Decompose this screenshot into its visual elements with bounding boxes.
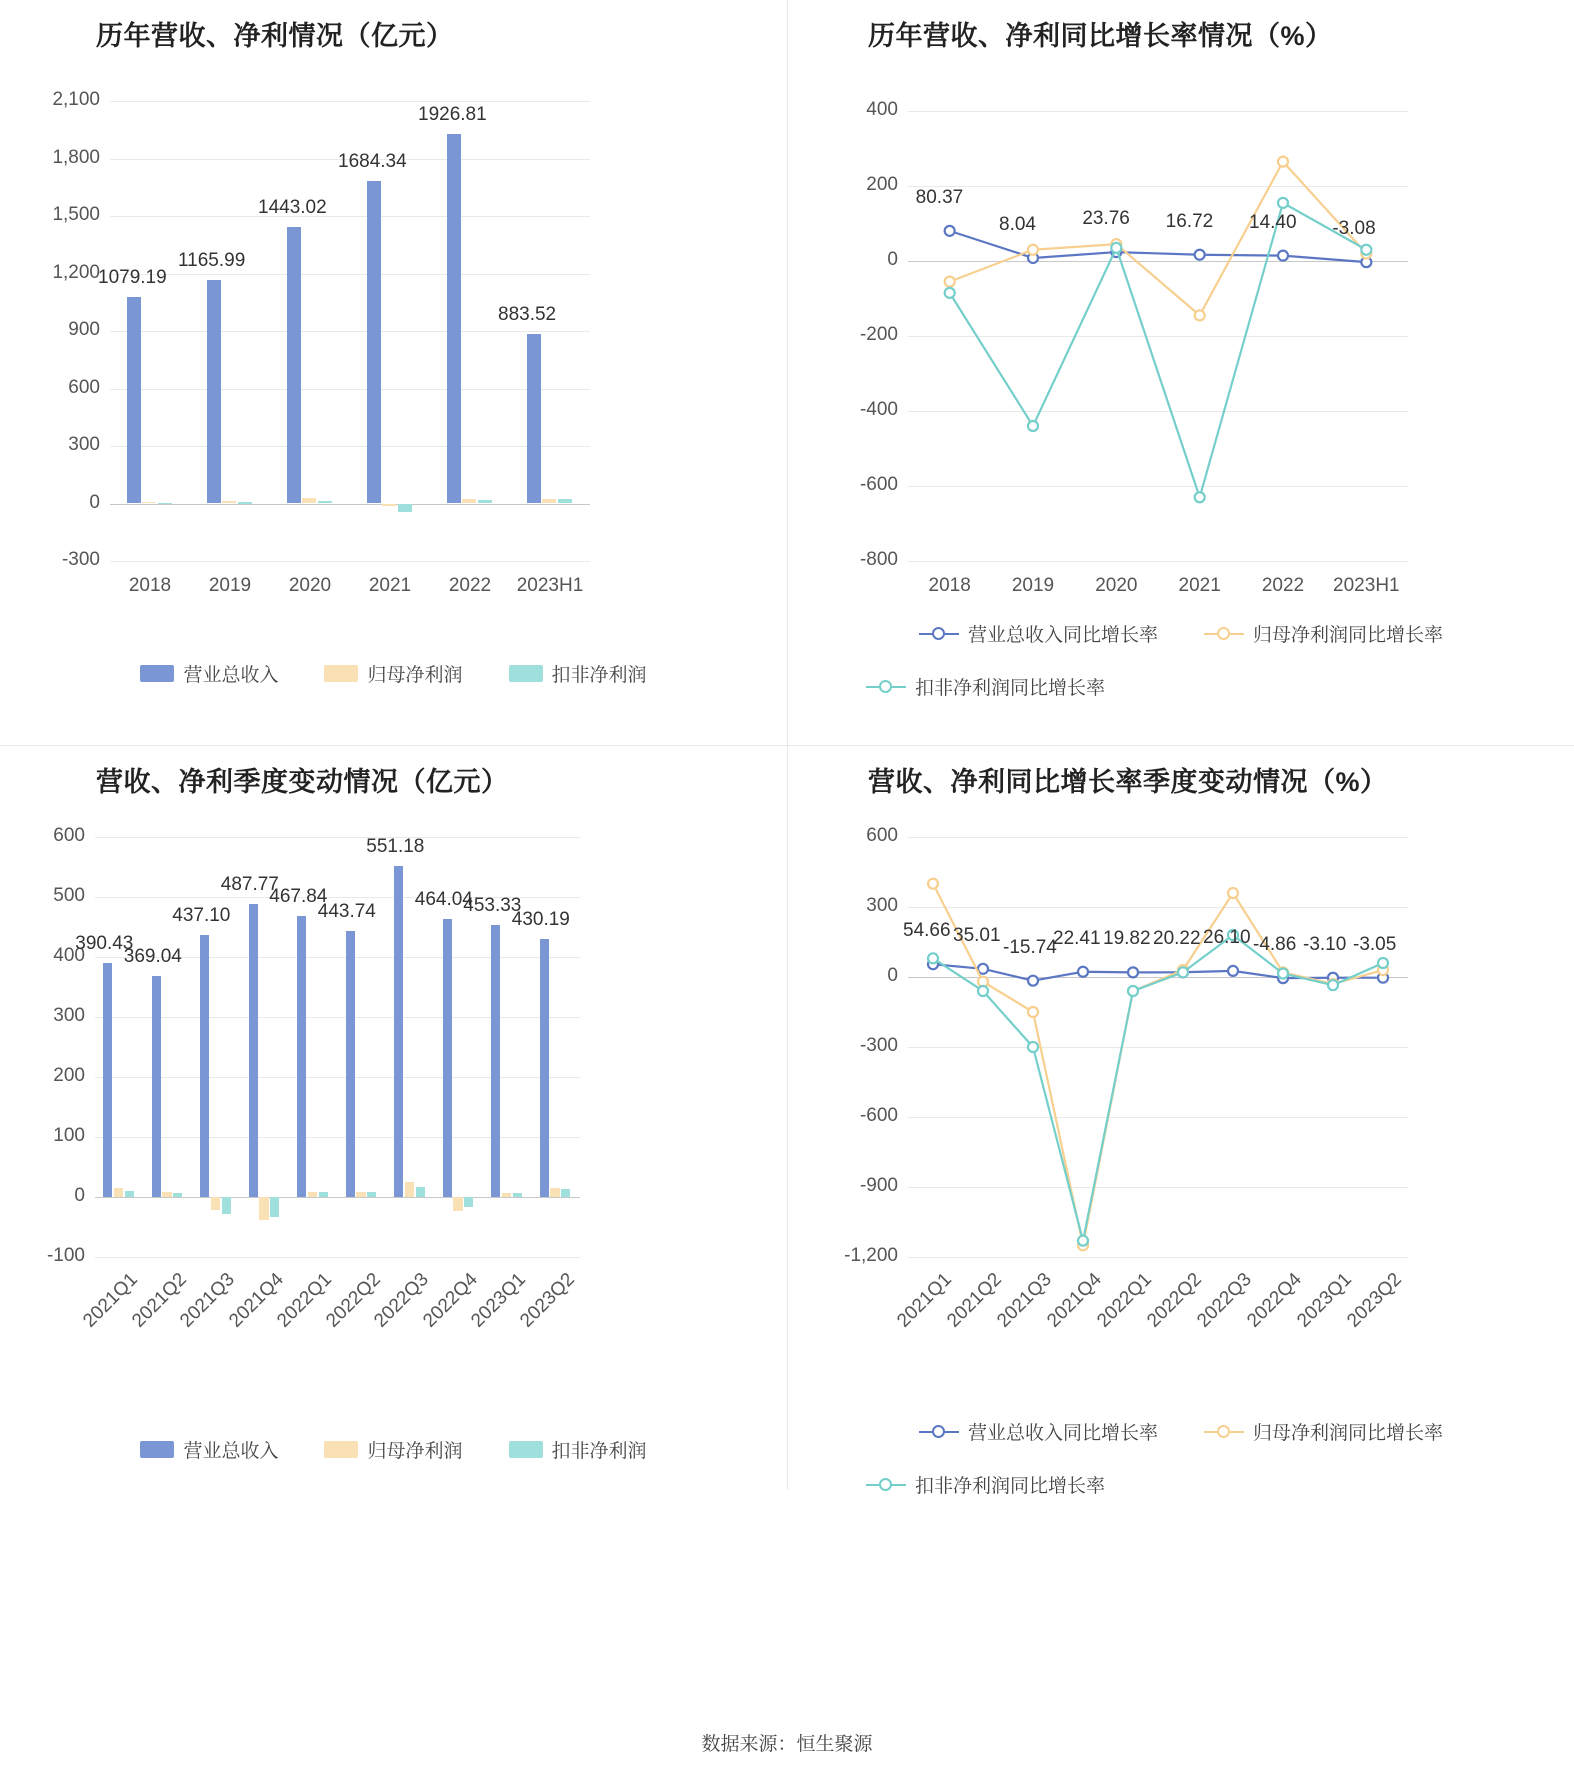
- line-marker: [1378, 958, 1388, 968]
- x-axis-tick-label: 2022: [1261, 575, 1305, 596]
- bar-revenue: [207, 280, 221, 503]
- line-data-label: 80.37: [915, 186, 964, 208]
- gridline: [110, 389, 590, 390]
- y-axis-tick-label: -300: [859, 1035, 898, 1056]
- gridline: [110, 504, 590, 505]
- bar-data-label: 1165.99: [178, 250, 246, 272]
- x-axis-tick-label: 2022Q1: [1093, 1269, 1156, 1332]
- gridline: [95, 1137, 580, 1138]
- bar-data-label: 369.04: [123, 945, 182, 967]
- y-axis-tick-label: 1,500: [52, 204, 100, 225]
- y-axis-tick-label: -600: [859, 474, 898, 495]
- x-axis-tick-label: 2019: [1011, 575, 1055, 596]
- legend-item-deducted-profit-q: [509, 1436, 647, 1463]
- gridline: [95, 1197, 580, 1198]
- legend-item-deducted-profit: [509, 660, 647, 687]
- line-marker: [1111, 243, 1121, 253]
- y-axis-tick-label: -800: [859, 549, 898, 570]
- line-marker: [1228, 966, 1238, 976]
- legend-annual-amount: [0, 660, 787, 687]
- legend-quarterly-amount: [0, 1436, 787, 1463]
- bar-data-label: 1443.02: [258, 196, 327, 218]
- legend-label-revenue-growth: 营业总收入同比增长率: [967, 625, 1158, 646]
- legend-label-net-profit-q: 归母净利润: [367, 1441, 463, 1462]
- y-axis-tick-label: -400: [859, 399, 898, 420]
- x-axis-tick-label: 2020: [288, 575, 332, 596]
- x-axis-tick-label: 2023H1: [1333, 575, 1400, 596]
- bar-revenue: [367, 181, 381, 504]
- legend-swatch-net-profit-icon: [324, 665, 358, 682]
- line-marker: [1195, 250, 1205, 260]
- bar-deducted-profit: [318, 501, 332, 503]
- x-axis-tick-label: 2022: [448, 575, 492, 596]
- y-axis-tick-label: 0: [887, 249, 898, 270]
- x-axis-tick-label: 2019: [208, 575, 252, 596]
- bar-revenue: [540, 939, 549, 1197]
- bar-deducted-profit: [222, 1197, 231, 1214]
- chart-title-quarterly-amount: 营收、净利季度变动情况（亿元）: [96, 767, 509, 797]
- line-data-label: -3.10: [1303, 933, 1347, 955]
- x-axis-tick-label: 2021Q4: [1043, 1269, 1106, 1332]
- x-axis-tick-label: 2022Q3: [1193, 1269, 1256, 1332]
- y-axis-tick-label: 0: [74, 1185, 85, 1206]
- bar-revenue: [447, 134, 461, 503]
- bar-net-profit: [222, 501, 236, 503]
- bar-deducted-profit: [398, 504, 412, 513]
- bar-revenue: [152, 976, 161, 1197]
- y-axis-tick-label: 600: [53, 825, 85, 846]
- y-axis-tick-label: -200: [859, 324, 898, 345]
- bar-data-label: 487.77: [220, 874, 279, 896]
- legend-item-deducted-growth: [866, 673, 1574, 700]
- x-axis-tick-label: 2021: [1178, 575, 1221, 596]
- plot-quarterly-growth: [788, 817, 1574, 1337]
- x-axis-tick-label: 2023Q2: [1343, 1269, 1406, 1332]
- x-axis-tick-label: 2023Q1: [1293, 1269, 1356, 1332]
- legend-label-net-profit: 归母净利润: [367, 665, 463, 686]
- bar-net-profit: [453, 1197, 462, 1211]
- bar-data-label: 883.52: [498, 304, 557, 326]
- x-axis-tick-label: 2022Q1: [273, 1269, 337, 1332]
- line-path-series-1: [950, 162, 1367, 316]
- y-axis-tick-label: -1,200: [844, 1245, 898, 1266]
- y-axis-tick-label: 200: [866, 174, 898, 195]
- y-axis-tick-label: 1,200: [52, 261, 100, 283]
- bar-deducted-profit: [464, 1197, 473, 1207]
- panel-quarterly-amount: [0, 745, 787, 1490]
- y-axis-tick-label: -900: [859, 1175, 898, 1196]
- bar-deducted-profit: [270, 1197, 279, 1217]
- bar-deducted-profit: [561, 1189, 570, 1197]
- bar-revenue: [346, 931, 355, 1197]
- bar-net-profit: [259, 1197, 268, 1220]
- y-axis-tick-label: 300: [866, 895, 898, 916]
- legend-item-revenue: [140, 660, 278, 687]
- line-data-label: 22.41: [1053, 927, 1101, 949]
- x-axis-tick-label: 2022Q3: [370, 1269, 434, 1332]
- bar-net-profit: [211, 1197, 220, 1210]
- bar-net-profit: [356, 1192, 365, 1197]
- legend-swatch-revenue-q-icon: [140, 1441, 174, 1458]
- line-marker: [1178, 967, 1188, 977]
- legend-line-net-profit-growth-icon: [1204, 627, 1244, 641]
- bar-deducted-profit: [367, 1192, 376, 1197]
- y-axis-tick-label: -300: [61, 549, 100, 570]
- line-marker: [1361, 245, 1371, 255]
- bar-data-label: 430.19: [511, 908, 570, 930]
- bar-revenue: [200, 935, 209, 1197]
- legend-label-revenue: 营业总收入: [183, 665, 279, 686]
- x-axis-tick-label: 2021Q1: [79, 1269, 143, 1332]
- bar-net-profit: [382, 504, 396, 507]
- line-data-label: 8.04: [999, 213, 1036, 235]
- bar-revenue: [527, 334, 541, 503]
- x-axis-tick-label: 2018: [928, 575, 971, 596]
- bar-net-profit: [308, 1192, 317, 1197]
- bar-data-label: 464.04: [414, 888, 473, 910]
- y-axis-tick-label: -600: [859, 1105, 898, 1126]
- y-axis-tick-label: 2,100: [52, 89, 100, 110]
- line-data-label: -3.05: [1353, 933, 1397, 955]
- bar-data-label: 551.18: [366, 836, 425, 858]
- line-data-label: -15.74: [1003, 936, 1057, 958]
- line-path-series-2: [950, 203, 1367, 497]
- line-marker: [1128, 967, 1138, 977]
- line-marker: [945, 277, 955, 287]
- legend-label-deducted-growth-q: 扣非净利润同比增长率: [915, 1476, 1106, 1497]
- x-axis-tick-label: 2022Q2: [321, 1269, 385, 1332]
- bar-deducted-profit: [158, 503, 172, 505]
- legend-label-net-profit-growth-q: 归母净利润同比增长率: [1253, 1423, 1444, 1444]
- chart-title-annual-amount: 历年营收、净利情况（亿元）: [96, 21, 454, 51]
- gridline: [95, 1077, 580, 1078]
- line-marker: [1278, 251, 1288, 261]
- bar-net-profit: [550, 1188, 559, 1197]
- x-axis-tick-label: 2021Q2: [127, 1269, 191, 1332]
- line-marker: [1078, 967, 1088, 977]
- legend-swatch-deducted-profit-icon: [509, 665, 543, 682]
- panel-annual-amount: [0, 0, 787, 745]
- y-axis-tick-label: 0: [887, 965, 898, 986]
- gridline: [110, 561, 590, 562]
- x-axis-tick-label: 2022Q2: [1143, 1269, 1206, 1332]
- gridline: [110, 216, 590, 217]
- legend-line-deducted-growth-icon: [866, 680, 906, 694]
- bar-deducted-profit: [513, 1193, 522, 1197]
- bar-net-profit: [114, 1188, 123, 1197]
- y-axis-tick-label: 600: [68, 376, 100, 398]
- y-axis-tick-label: 400: [53, 945, 85, 966]
- x-axis-tick-label: 2022Q4: [1243, 1269, 1306, 1332]
- x-axis-tick-label: 2023Q1: [467, 1269, 531, 1332]
- x-axis-tick-label: 2021Q2: [943, 1269, 1006, 1332]
- line-marker: [928, 879, 938, 889]
- bar-deducted-profit: [558, 499, 572, 504]
- bar-data-label: 443.74: [317, 900, 376, 922]
- line-marker: [1028, 245, 1038, 255]
- bar-data-label: 390.43: [75, 932, 134, 954]
- line-marker: [1028, 976, 1038, 986]
- bar-revenue: [249, 904, 258, 1197]
- x-axis-tick-label: 2023H1: [516, 575, 584, 596]
- x-axis-tick-label: 2021Q1: [893, 1269, 956, 1332]
- line-marker: [1278, 969, 1288, 979]
- legend-label-deducted-profit: 扣非净利润: [551, 665, 647, 686]
- bar-net-profit: [405, 1182, 414, 1197]
- line-path-series-2: [933, 935, 1383, 1241]
- legend-swatch-net-profit-q-icon: [324, 1441, 358, 1458]
- line-marker: [978, 964, 988, 974]
- bar-data-label: 1684.34: [338, 150, 407, 172]
- bar-net-profit: [462, 499, 476, 504]
- line-data-label: -4.86: [1253, 934, 1297, 956]
- x-axis-tick-label: 2023Q2: [515, 1269, 579, 1332]
- legend-item-deducted-growth-q: [866, 1471, 1574, 1498]
- line-marker: [1028, 421, 1038, 431]
- legend-line-net-profit-growth-q-icon: [1204, 1425, 1244, 1439]
- chart-title-quarterly-growth: 营收、净利同比增长率季度变动情况（%）: [868, 767, 1388, 797]
- x-axis-tick-label: 2018: [128, 575, 172, 596]
- line-data-label: 35.01: [953, 924, 1001, 946]
- y-axis-tick-label: 0: [89, 491, 100, 513]
- line-marker: [945, 226, 955, 236]
- gridline: [110, 101, 590, 102]
- line-data-label: 14.40: [1249, 211, 1297, 233]
- line-marker: [1278, 157, 1288, 167]
- chart-title-annual-growth: 历年营收、净利同比增长率情况（%）: [868, 21, 1333, 51]
- legend-item-revenue-q: [140, 1436, 278, 1463]
- legend-swatch-revenue-icon: [140, 665, 174, 682]
- panel-annual-growth: [787, 0, 1574, 745]
- legend-item-net-profit: [324, 660, 462, 687]
- x-axis-tick-label: 2021: [368, 575, 412, 596]
- line-marker: [1195, 310, 1205, 320]
- y-axis-tick-label: 500: [53, 885, 85, 906]
- plot-annual-growth: [788, 71, 1574, 596]
- line-data-label: 54.66: [903, 920, 951, 942]
- gridline: [95, 1257, 580, 1258]
- bar-revenue: [287, 227, 301, 504]
- bar-revenue: [103, 963, 112, 1197]
- bar-revenue: [491, 925, 500, 1197]
- y-axis-tick-label: 300: [53, 1005, 85, 1026]
- legend-annual-growth: [788, 620, 1574, 700]
- legend-label-revenue-q: 营业总收入: [183, 1441, 279, 1462]
- line-data-label: 20.22: [1153, 928, 1201, 950]
- y-axis-tick-label: 100: [53, 1125, 85, 1146]
- gridline: [95, 1017, 580, 1018]
- legend-line-revenue-growth-q-icon: [919, 1425, 959, 1439]
- legend-item-net-profit-q: [324, 1436, 462, 1463]
- x-axis-tick-label: 2021Q4: [224, 1269, 288, 1332]
- y-axis-tick-label: 1,800: [52, 146, 100, 168]
- legend-item-revenue-growth-q: [919, 1418, 1158, 1445]
- source-note: 数据来源：恒生聚源: [701, 1734, 873, 1755]
- gridline: [95, 837, 580, 838]
- bar-revenue: [394, 866, 403, 1197]
- line-marker: [1078, 1236, 1088, 1246]
- bar-deducted-profit: [478, 500, 492, 503]
- legend-quarterly-growth: [788, 1418, 1574, 1498]
- bar-data-label: 453.33: [463, 895, 522, 916]
- gridline: [110, 446, 590, 447]
- y-axis-tick-label: 400: [866, 99, 898, 120]
- bar-data-label: 437.10: [172, 904, 231, 926]
- y-axis-tick-label: 200: [53, 1065, 85, 1086]
- bar-data-label: 1079.19: [98, 266, 167, 288]
- line-path-series-0: [933, 964, 1383, 980]
- bar-net-profit: [142, 502, 156, 504]
- legend-item-revenue-growth: [919, 620, 1158, 647]
- bar-deducted-profit: [319, 1192, 328, 1197]
- line-data-label: 19.82: [1103, 928, 1151, 950]
- legend-label-deducted-growth: 扣非净利润同比增长率: [915, 678, 1106, 699]
- bar-net-profit: [302, 498, 316, 503]
- bar-data-label: 1926.81: [418, 104, 487, 126]
- line-marker: [978, 986, 988, 996]
- legend-line-revenue-growth-icon: [919, 627, 959, 641]
- line-marker: [1028, 1042, 1038, 1052]
- x-axis-tick-label: 2022Q4: [418, 1269, 482, 1332]
- line-marker: [1278, 198, 1288, 208]
- y-axis-tick-label: 900: [68, 319, 100, 340]
- legend-swatch-deducted-profit-q-icon: [509, 1441, 543, 1458]
- bar-data-label: 467.84: [269, 886, 328, 908]
- line-data-label: 23.76: [1082, 208, 1130, 230]
- legend-item-net-profit-growth: [1204, 620, 1443, 647]
- legend-label-net-profit-growth: 归母净利润同比增长率: [1253, 625, 1444, 646]
- line-data-label: 26.10: [1203, 926, 1251, 948]
- gridline: [110, 274, 590, 275]
- legend-line-deducted-growth-q-icon: [866, 1478, 906, 1492]
- line-marker: [1228, 888, 1238, 898]
- bar-net-profit: [542, 499, 556, 503]
- y-axis-tick-label: -100: [46, 1245, 85, 1266]
- line-series-group: [788, 817, 1488, 1337]
- line-data-label: 16.72: [1165, 210, 1214, 232]
- line-marker: [1028, 1007, 1038, 1017]
- legend-label-revenue-growth-q: 营业总收入同比增长率: [967, 1423, 1158, 1444]
- bar-deducted-profit: [416, 1187, 425, 1197]
- bar-deducted-profit: [173, 1193, 182, 1197]
- plot-quarterly-amount: [0, 817, 787, 1337]
- bar-deducted-profit: [125, 1191, 134, 1197]
- line-marker: [1128, 986, 1138, 996]
- line-series-group: [788, 71, 1488, 631]
- line-marker: [928, 953, 938, 963]
- x-axis-tick-label: 2021Q3: [176, 1269, 240, 1332]
- line-marker: [945, 288, 955, 298]
- gridline: [110, 331, 590, 332]
- bar-deducted-profit: [238, 502, 252, 504]
- bar-revenue: [443, 919, 452, 1197]
- line-marker: [1195, 492, 1205, 502]
- line-data-label: -3.08: [1332, 218, 1376, 240]
- x-axis-tick-label: 2021Q3: [993, 1269, 1056, 1332]
- panel-quarterly-growth: [787, 745, 1574, 1497]
- legend-label-deducted-profit-q: 扣非净利润: [551, 1441, 647, 1462]
- x-axis-tick-label: 2020: [1095, 575, 1138, 596]
- bar-revenue: [127, 297, 141, 504]
- y-axis-tick-label: 300: [68, 434, 100, 455]
- bar-net-profit: [502, 1193, 511, 1197]
- legend-item-net-profit-growth-q: [1204, 1418, 1443, 1445]
- plot-annual-amount: [0, 71, 787, 596]
- y-axis-tick-label: 600: [866, 825, 898, 846]
- line-marker: [1328, 980, 1338, 990]
- bar-net-profit: [162, 1192, 171, 1197]
- bar-revenue: [297, 916, 306, 1197]
